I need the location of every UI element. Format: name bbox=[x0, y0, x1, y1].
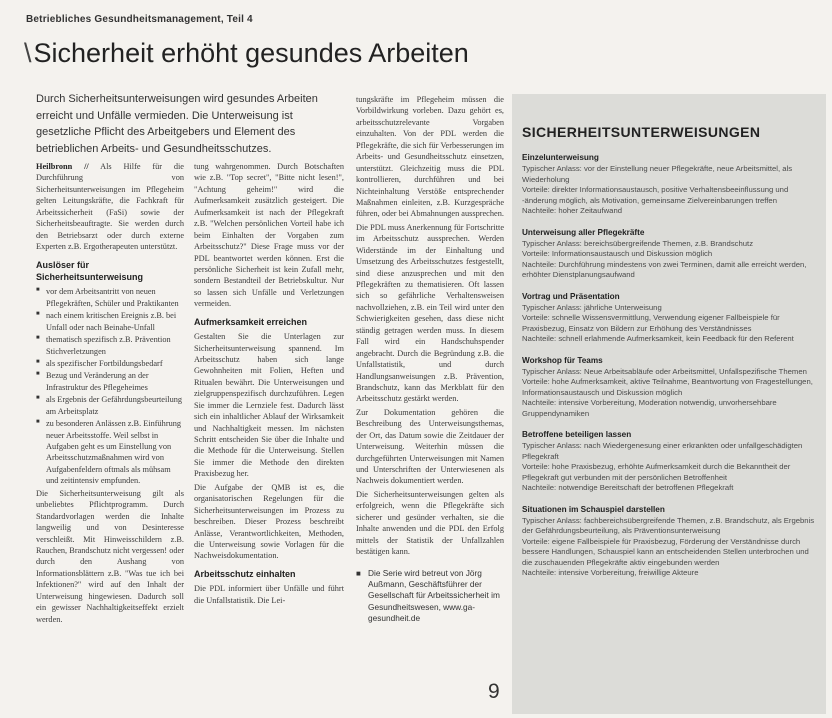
article-column-3 bbox=[356, 94, 504, 713]
list-item: ■ vor dem Arbeitsantritt von neuen Pflegekräften, Schüler und Praktikanten bbox=[46, 286, 184, 309]
list-item: ■ Bezug und Veränderung an der Infrastruktur des Pflegeheimes bbox=[46, 370, 184, 393]
body-paragraph: Die Sicherheitsunterweisung gilt als unbeliebtes Pflichtprogramm. Durch Standardvorlagen werden die Inhalte langweilig und von Desinteresse verschleißt. Mit Hinweisschildern z.B. Rauchen, Brandschutz nicht vergessen! oder durch den Aushang von Informationsblättern z.B. "Was tue ich bei Infektionen?" wird auf den Inhalt der Unterweisung hingewiesen. Dadurch soll ein gewisser Nachhaltigkeitseffekt erzielt werden. bbox=[36, 488, 184, 624]
sidebar-section-heading: Einzelunterweisung bbox=[522, 153, 599, 162]
sidebar-section-heading: Betroffene beteiligen lassen bbox=[522, 430, 632, 440]
sidebar-line: Vorteile: schnelle Wissensvermittlung, Verwendung eigener Fallbeispiele für Praxisbezug, Einsatz von Bildern zur Erhöhung des Verständnisses bbox=[522, 313, 780, 333]
intro-paragraph: Heilbronn // Als Hilfe für die Durchführung von Sicherheitsunterweisungen im Pflegeheim gelten Leitungskräfte, die Fachkraft für Arbeitssicherheit (FaSi) sowie der Sicherheitsbeauftragte. Sie werden durch den Betriebsarzt oder durch externe Experten z.B. Ergotherapeuten unterstützt. bbox=[36, 162, 184, 252]
info-sidebar bbox=[512, 94, 826, 714]
list-item: ■ als spezifischer Fortbildungsbedarf bbox=[46, 358, 184, 369]
body-paragraph: tungskräfte im Pflegeheim müssen die Vorbildwirkung vorleben. Dazu gehört es, arbeitsschutzrelevante Vorgaben einzuhalten. Von der PDL werden die Pflegekräfte, die sich für Verbesserungen im Arbeits- und Gesundheitsschutz einsetzen, unterstützt. Gleichzeitig muss die PDL kontrollieren, durchführen und bei Nichteinhaltung Verstöße entsprechender Maßnahmen einleiten, z.B. Kurzgespräche führen, oder bei Abmahnungen aussprechen. bbox=[356, 95, 504, 219]
dateline: Heilbronn // bbox=[36, 162, 89, 171]
sidebar-line: Vorteile: hohe Aufmerksamkeit, aktive Teilnahme, Beantwortung von Fragestellungen, Informationsaustausch und Diskussion möglich bbox=[522, 377, 813, 397]
sidebar-line: Vorteile: Informationsaustausch und Diskussion möglich bbox=[522, 249, 713, 259]
sidebar-line: Typischer Anlass: fachbereichsübergreifende Themen, z.B. Brandschutz, als Ergebnis der Gefährdungsbeurteilung, als Präventionsunterweisung bbox=[522, 515, 815, 536]
sidebar-section bbox=[522, 355, 818, 420]
sidebar-line: Nachteile: Durchführung mindestens von zwei Terminen, damit alle erreicht werden, erhöhter Dienstplanungsaufwand bbox=[522, 259, 807, 280]
series-kicker: Betriebliches Gesundheitsmanagement, Teil 4 bbox=[26, 14, 253, 25]
sidebar-line: Typischer Anlass: nach Wiedergenesung einer erkrankten oder unfallgeschädigten Pflegekraft bbox=[522, 441, 803, 461]
list-heading: Auslöser für Sicherheitsunterweisung bbox=[36, 259, 144, 282]
sidebar-line: Typischer Anlass: vor der Einstellung neuer Pflegekräfte, neue Arbeitsmittel, als Wiederholung bbox=[522, 164, 793, 184]
series-info: ■ Die Serie wird betreut von Jörg Außmann, Geschäftsführer der Gesellschaft für Arbeitssicherheit im Gesundheitswesen, www.ga-gesundheit.de bbox=[356, 568, 504, 625]
sidebar-section bbox=[522, 291, 818, 345]
lead-paragraph: Durch Sicherheitsunterweisungen wird gesundes Arbeiten erreicht und Unfälle vermieden. Die Unterweisung ist gesetzliche Pflicht des Arbeitgebers und Element des betrieblichen Arbeits- und Gesundheitsschutzes. bbox=[36, 93, 318, 155]
article-column-2 bbox=[194, 161, 344, 713]
body-paragraph: Gestalten Sie die Unterlagen zur Sicherheitsunterweisung spannend. Im Arbeitsschutz haben sich lange Gewohnheiten mit Folien, Heften und Ritualen bewährt. Die Unterweisungen und zielgruppenspezifisch durchzuführen. Legen Sie immer die Lernziele fest. Dadurch lässt sich ein inhaltlicher Ablauf der Wirksamkeit und Nachhaltigkeit messen. Im nächsten Schritt entscheiden Sie über die Inhalte und die Methode für die Unterweisung. Stellen Sie immer die Methode den direkten Praxisbezug her. bbox=[194, 332, 344, 479]
sidebar-section-heading: Unterweisung aller Pflegekräfte bbox=[522, 227, 645, 237]
sidebar-line: Vorteile: hohe Praxisbezug, erhöhte Aufmerksamkeit durch die Bekanntheit der Pflegekraft gut verbunden mit der persönlichen Betroffenheit bbox=[522, 462, 791, 482]
sidebar-line: Nachteile: intensive Vorbereitung, freiwillige Akteure bbox=[522, 568, 699, 578]
sidebar-section bbox=[522, 152, 818, 217]
body-paragraph: Die Sicherheitsunterweisungen gelten als erfolgreich, wenn die Pflegekräfte sich sicherer und gesünder verhalten, sie die Inhalte anwenden und die PDL den Erfolg mittels der Statistik der Unfallzahlen bestätigen kann. bbox=[356, 489, 504, 557]
title-text: Sicherheit erhöht gesundes Arbeiten bbox=[33, 38, 469, 68]
sidebar-line: Vorteile: eigene Fallbeispiele für Praxisbezug, Förderung der Verständnisse durch bessere Handlungen, Schauspiel kann an entscheidenden Stellen unterbrochen und die zuschauenden Pflegekräfte aktiv eingebunden werden bbox=[522, 536, 809, 567]
body-paragraph: Die PDL muss Anerkennung für Fortschritte im Arbeitsschutz aussprechen. Werden Widerstände im der Einhaltung und Umsetzung des Arbeitsschutzes festgestellt, sind diese anzusprechen und mit den Pflegekräften zu thematisieren. Oft lassen sich so gefährliche Verhaltensweisen nachvollziehen, z.B. ein Teil wird unter den Schwierigkeiten gesehen, dass diese nicht ständig getragen werden muss. In diesem Fall wird ein Handschuhspender angebracht. Durch die Begründung z.B. die Unfallstatistik, und durch Handlungsanweisungen z.B. Prävention, Brandschutz, kann das Merkblatt für den Arbeitsschutz gestärkt werden. bbox=[356, 222, 504, 404]
section-heading: Aufmerksamkeit erreichen bbox=[194, 316, 308, 327]
page-title bbox=[24, 38, 469, 69]
sidebar-line: Nachteile: intensive Vorbereitung, Moderation notwendig, unvorhersehbare Gruppendynamiken bbox=[522, 398, 777, 418]
sidebar-line: Nachteile: hoher Zeitaufwand bbox=[522, 206, 622, 216]
title-mark: \ bbox=[24, 38, 32, 68]
body-paragraph: Die Aufgabe der QMB ist es, die organisatorischen Regelungen für die Sicherheitsunterweisungen im Prozess zu beschreiben. Dieser Prozess beschreibt Anlässe, Verantwortlichkeiten, Methoden, die Unterweisung sowie Vorlagen für die Nachweisdokumentation. bbox=[194, 482, 344, 561]
body-paragraph: Die PDL informiert über Unfälle und führt die Unfallstatistik. Die Lei- bbox=[194, 584, 344, 605]
sidebar-section bbox=[522, 429, 818, 494]
trigger-list bbox=[36, 286, 184, 486]
sidebar-section-heading: Workshop für Teams bbox=[522, 355, 603, 365]
body-paragraph: tung wahrgenommen. Durch Botschaften wie z.B. "Top secret", "Bitte nicht lesen!", "Achtung geheim!" wird die Aufmerksamkeit zusätzlich gesteigert. Die Aufmerksamkeit ist nach der Pflegekraft z.B. "Welchen persönlichen Vorteil habe ich beim Einhalten der Vorgaben zum Arbeitsschutz?" Diese Frage muss vor der PDL beantwortet werden können. Erst die persönliche Sicherheit ist kein Zufall mehr, sondern Bestandteil der Betriebskultur. Nur so lassen sich Unfälle und Verletzungen vermeiden. bbox=[194, 162, 344, 309]
list-item: ■ zu besonderen Anlässen z.B. Einführung neuer Arbeitsstoffe. Weil selbst in Aufgaben geht es um Einstellung von Arbeitsschutzmaßnahmen wird von Aufgabenfeldern oftmals als mühsam und zeitintensiv empfunden. bbox=[46, 418, 184, 487]
article-column-1 bbox=[36, 161, 184, 713]
sidebar-line: Vorteile: direkter Informationsaustausch, positive Verhaltensbeeinflussung und -änderung möglich, als Motivation, gemeinsame Zielvereinbarungen treffen bbox=[522, 185, 789, 205]
page-number: 9 bbox=[488, 680, 500, 703]
sidebar-title: SICHERHEITSUNTERWEISUNGEN bbox=[522, 124, 761, 140]
list-item: ■ nach einem kritischen Ereignis z.B. bei Unfall oder nach Beinahe-Unfall bbox=[46, 310, 184, 333]
sidebar-section-heading: Situationen im Schauspiel darstellen bbox=[522, 504, 665, 514]
body-paragraph: Zur Dokumentation gehören die Beschreibung des Unterweisungsthemas, der Ort, das Datum sowie die Zeitdauer der Unterweisung. Weiterhin müssen die durchgeführten Unterweisungen mit Namen und Unterschriften der Unterwiesenen als Nachweis dokumentiert werden. bbox=[356, 407, 504, 486]
sidebar-line: Typischer Anlass: Neue Arbeitsabläufe oder Arbeitsmittel, Unfallspezifische Themen bbox=[522, 366, 807, 376]
sidebar-line: Typischer Anlass: bereichsübergreifende Themen, z.B. Brandschutz bbox=[522, 238, 754, 248]
sidebar-section bbox=[522, 227, 818, 281]
section-heading: Arbeitsschutz einhalten bbox=[194, 568, 296, 579]
sidebar-section bbox=[522, 504, 818, 579]
sidebar-line: Nachteile: notwendige Bereitschaft der betroffenen Pflegekraft bbox=[522, 483, 734, 493]
list-item: ■ als Ergebnis der Gefährdungsbeurteilung am Arbeitsplatz bbox=[46, 394, 184, 417]
sidebar-line: Typischer Anlass: jährliche Unterweisung bbox=[522, 302, 662, 312]
list-item: ■ thematisch spezifisch z.B. Prävention Stichverletzungen bbox=[46, 334, 184, 357]
sidebar-line: Nachteile: schnell erlahmende Aufmerksamkeit, kein Feedback für den Referent bbox=[522, 334, 794, 344]
sidebar-section-heading: Vortrag und Präsentation bbox=[522, 291, 620, 301]
